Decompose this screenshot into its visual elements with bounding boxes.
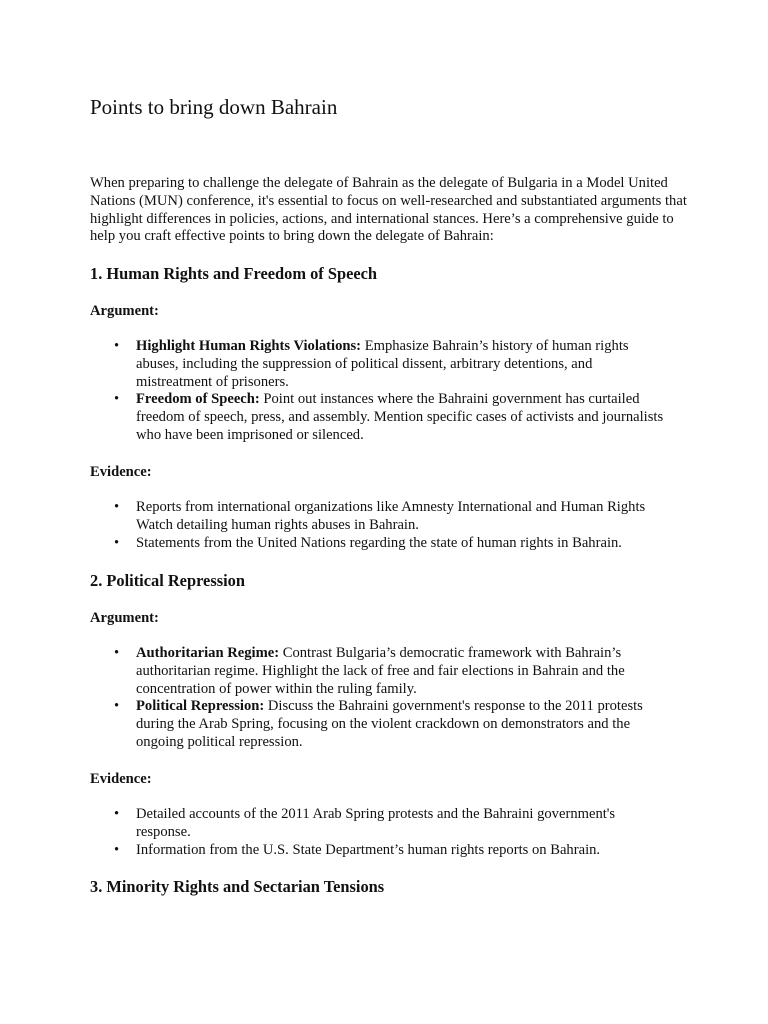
bullet-icon: • <box>114 338 120 354</box>
evidence-list <box>0 499 666 552</box>
list-item-text: Discuss the Bahraini government's response to the 2011 protests during the Arab Spring, focusing on the violent crackdown on demonstrators and the ongoing political repression. <box>136 698 643 750</box>
bullet-icon: • <box>114 698 120 715</box>
section-heading-political-repression: 2. Political Repression <box>90 571 245 590</box>
bullet-icon: • <box>114 841 120 858</box>
argument-list <box>0 645 666 752</box>
list-item <box>0 535 666 553</box>
bullet-icon: • <box>114 534 120 551</box>
list-item <box>0 698 666 751</box>
list-item-text: Statements from the United Nations regarding the state of human rights in Bahrain. <box>136 534 622 551</box>
bullet-icon: • <box>114 499 120 515</box>
evidence-list <box>0 806 666 859</box>
list-item <box>0 338 666 391</box>
document-title: Points to bring down Bahrain <box>90 95 338 119</box>
list-item-text: Detailed accounts of the 2011 Arab Spring protests and the Bahraini government's response. <box>136 806 616 840</box>
evidence-label: Evidence: <box>90 464 152 480</box>
list-item <box>0 391 666 444</box>
list-item-text: Information from the U.S. State Department’s human rights reports on Bahrain. <box>136 841 601 858</box>
list-item <box>0 842 666 860</box>
bullet-icon: • <box>114 645 120 661</box>
list-item <box>0 645 666 698</box>
list-item-lead: Highlight Human Rights Violations: <box>136 338 362 354</box>
section-heading-minority-rights: 3. Minority Rights and Sectarian Tensions <box>90 877 385 896</box>
evidence-label: Evidence: <box>90 771 152 787</box>
list-item-text: Contrast Bulgaria’s democratic framework with Bahrain’s authoritarian regime. Highlight the lack of free and fair elections in Bahrain and the concentration of power within the ruling family. <box>136 645 625 697</box>
argument-label: Argument: <box>90 610 159 626</box>
argument-label: Argument: <box>90 303 159 319</box>
argument-list <box>0 338 666 445</box>
list-item-text: Reports from international organizations like Amnesty International and Human Rights Watch detailing human rights abuses in Bahrain. <box>136 499 646 533</box>
intro-paragraph: When preparing to challenge the delegate of Bahrain as the delegate of Bulgaria in a Model United Nations (MUN) conference, it's essential to focus on well-researched and substantiated arguments that highlight differences in policies, actions, and international stances. Here’s a comprehensive guide to help you craft effective points to bring down the delegate of Bahrain: <box>90 175 687 245</box>
list-item-text: Point out instances where the Bahraini government has curtailed freedom of speech, press, and assembly. Mention specific cases of activists and journalists who have been imprisoned or silenced. <box>136 391 664 443</box>
list-item <box>0 499 666 535</box>
list-item-lead: Freedom of Speech: <box>136 391 260 408</box>
bullet-icon: • <box>114 391 120 408</box>
list-item <box>0 806 666 842</box>
section-heading-human-rights: 1. Human Rights and Freedom of Speech <box>90 264 378 283</box>
bullet-icon: • <box>114 806 120 822</box>
list-item-lead: Authoritarian Regime: <box>136 645 280 661</box>
list-item-lead: Political Repression: <box>136 698 265 715</box>
list-item-text: Emphasize Bahrain’s history of human rights abuses, including the suppression of political dissent, arbitrary detentions, and mistreatment of prisoners. <box>136 338 629 390</box>
